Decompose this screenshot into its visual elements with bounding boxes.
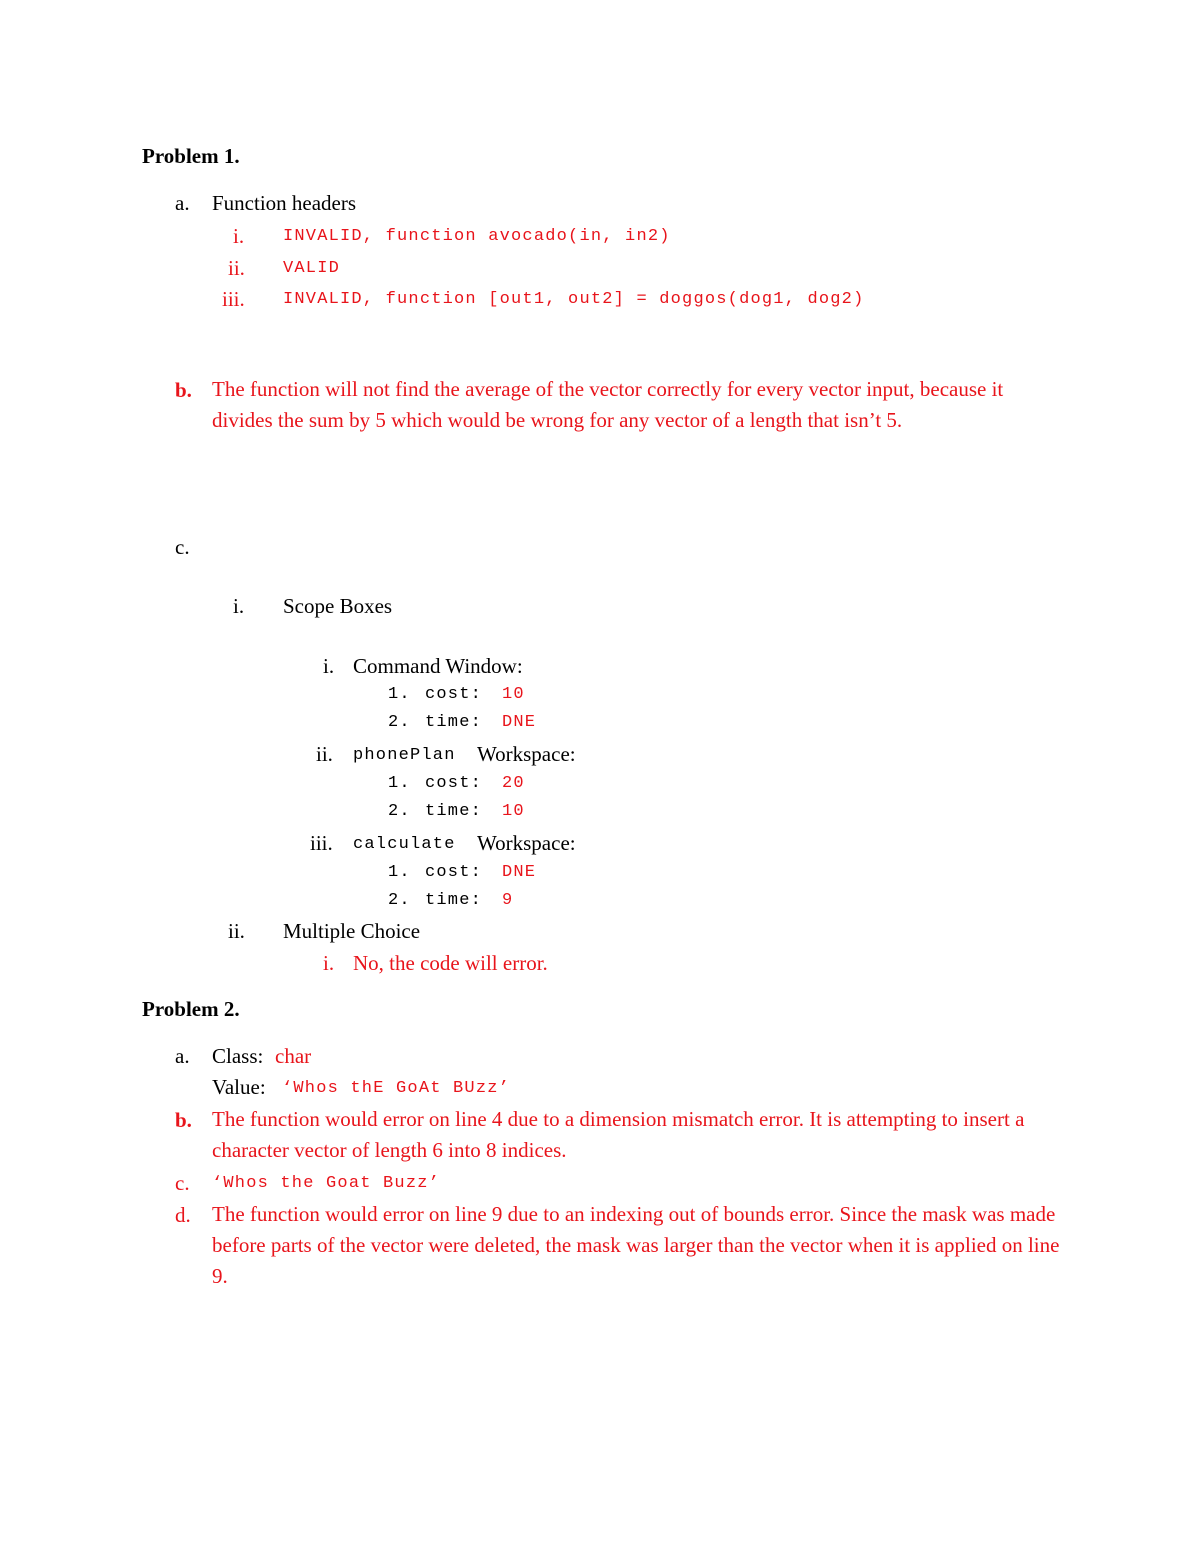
p1-a-ii-marker: ii.	[228, 256, 245, 280]
calc-time-marker: 2.	[388, 891, 411, 910]
p2-a-value-value: ‘Whos thE GoAt BUzz’	[282, 1079, 511, 1098]
p1-a-i-text: INVALID, function avocado(in, in2)	[283, 227, 671, 246]
p1-a-ii-text: VALID	[283, 259, 341, 278]
cw-time-marker: 2.	[388, 713, 411, 732]
p1-a-title: Function headers	[212, 191, 357, 215]
problem-1-heading: Problem 1.	[142, 144, 240, 168]
p2-d-text: The function would error on line 9 due to an indexing out of bounds error. Since the mask was made before parts of the vector were deleted, the mask was larger than the vector when it is applied on line 9.	[212, 1202, 1060, 1288]
p2-b-marker: b.	[175, 1108, 192, 1132]
cw-cost-marker: 1.	[388, 685, 411, 704]
phoneplan-code: phonePlan	[353, 746, 456, 765]
problem-2-heading: Problem 2.	[142, 997, 240, 1021]
p1-c-i-title: Scope Boxes	[283, 594, 393, 618]
cw-time-name: time:	[425, 713, 483, 732]
pp-cost-value: 20	[502, 774, 525, 793]
p2-d-marker: d.	[175, 1203, 191, 1227]
calculate-label: Workspace:	[477, 831, 576, 855]
p1-a-iii-text: INVALID, function [out1, out2] = doggos(dog1, dog2)	[283, 290, 865, 309]
p1-b-marker: b.	[175, 378, 192, 402]
pp-time-name: time:	[425, 802, 483, 821]
p2-c-marker: c.	[175, 1171, 190, 1195]
cw-cost-value: 10	[502, 685, 525, 704]
p2-c-text: ‘Whos the Goat Buzz’	[212, 1174, 441, 1193]
cw-cost-name: cost:	[425, 685, 483, 704]
p1-c-i-marker: i.	[233, 594, 245, 618]
calc-cost-name: cost:	[425, 863, 483, 882]
phoneplan-label: Workspace:	[477, 742, 576, 766]
pp-time-value: 10	[502, 802, 525, 821]
calc-time-value: 9	[502, 891, 514, 910]
p2-a-value-label: Value:	[212, 1075, 266, 1099]
cw-time-value: DNE	[502, 713, 537, 732]
pp-cost-name: cost:	[425, 774, 483, 793]
p1-b-text: The function will not find the average of the vector correctly for every vector input, because it divides the sum by 5 which would be wrong for any vector of a length that isn’t 5.	[212, 377, 1004, 432]
p1-a-i-marker: i.	[233, 224, 245, 248]
p2-a-class-label: Class:	[212, 1044, 264, 1068]
phoneplan-marker: ii.	[316, 742, 333, 766]
p1-a-marker: a.	[175, 191, 190, 215]
mc-answer-marker: i.	[323, 951, 335, 975]
p1-c-ii-marker: ii.	[228, 919, 245, 943]
pp-cost-marker: 1.	[388, 774, 411, 793]
calc-time-name: time:	[425, 891, 483, 910]
p2-b-text: The function would error on line 4 due to a dimension mismatch error. It is attempting to insert a character vector of length 6 into 8 indices.	[212, 1107, 1025, 1162]
p2-a-marker: a.	[175, 1044, 190, 1068]
p1-c-ii-title: Multiple Choice	[283, 919, 421, 943]
p1-c-marker: c.	[175, 535, 190, 559]
p2-a-class-value: char	[275, 1044, 312, 1068]
command-window-marker: i.	[323, 654, 335, 678]
calculate-code: calculate	[353, 835, 456, 854]
pp-time-marker: 2.	[388, 802, 411, 821]
calculate-marker: iii.	[310, 831, 333, 855]
calc-cost-value: DNE	[502, 863, 537, 882]
mc-answer-text: No, the code will error.	[353, 951, 548, 975]
calc-cost-marker: 1.	[388, 863, 411, 882]
command-window-label: Command Window:	[353, 654, 523, 678]
p1-a-iii-marker: iii.	[222, 287, 245, 311]
